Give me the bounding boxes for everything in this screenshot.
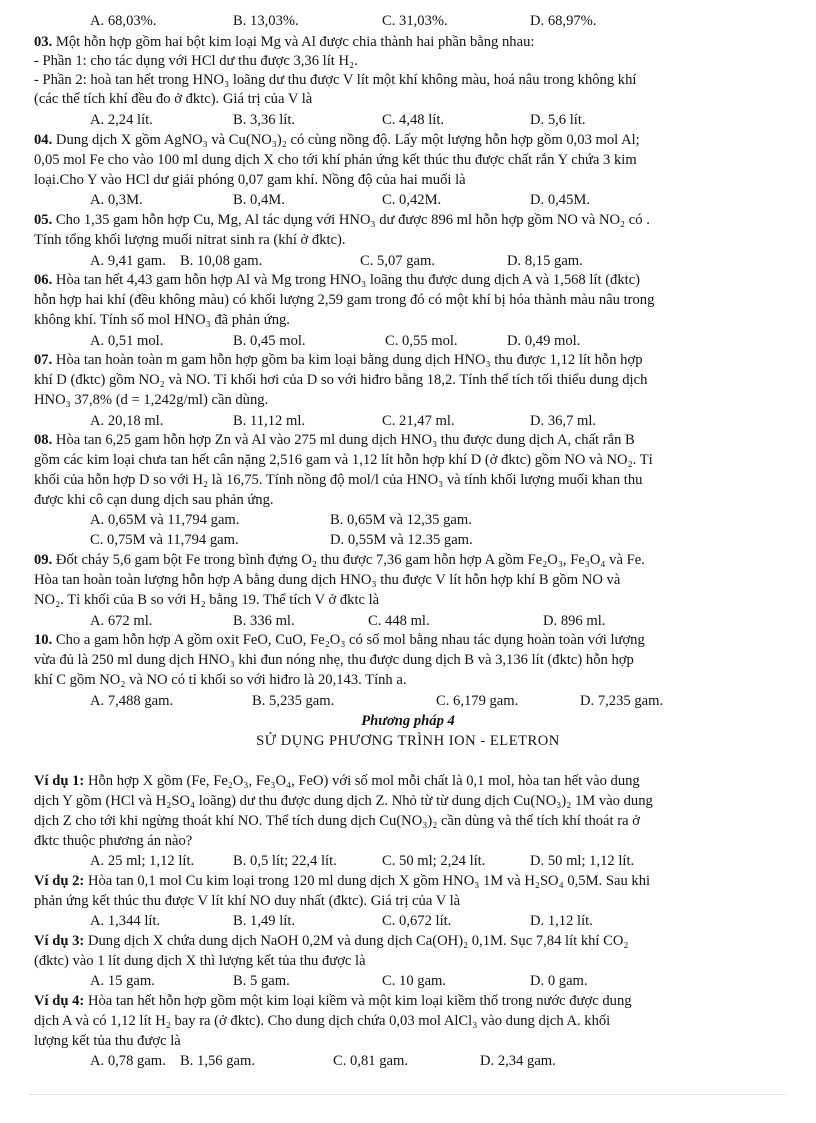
option-a: A. 2,24 lít.: [90, 112, 153, 128]
example-1-line: dịch Z cho tới khi ngừng thoát khí NO. Thể tích dung dịch Cu(NO₃)₂ cần dùng và thể tích khí thoát ra ở: [34, 813, 640, 829]
example-4-line: Ví dụ 4: Hòa tan hết hỗn hợp gồm một kim loại kiềm và một kim loại kiềm thổ trong nước được dung: [34, 993, 632, 1009]
option-a: A. 672 ml.: [90, 613, 153, 629]
question-06-line: không khí. Tính số mol HNO₃ đã phản ứng.: [34, 312, 290, 328]
option-c: C. 448 ml.: [368, 613, 430, 629]
question-07-line: khí D (đktc) gồm NO₂ và NO. Tỉ khối hơi của D so với hiđro bằng 18,2. Tính thể tích tối thiểu dung dịch: [34, 372, 648, 388]
option-d: D. 0,45M.: [530, 192, 590, 208]
option-c: C. 0,75M và 11,794 gam.: [90, 532, 239, 548]
option-d: D. 0 gam.: [530, 973, 588, 989]
option-c: C. 0,42M.: [382, 192, 442, 208]
example-3-options: [0, 972, 816, 991]
example-4-line: dịch A và có 1,12 lít H₂ bay ra (ở đktc). Cho dung dịch chứa 0,03 mol AlCl₃ vào dung dịch A. khối: [34, 1013, 611, 1029]
example-3-line: (đktc) vào 1 lít dung dịch X thì lượng kết tủa thu được là: [34, 953, 366, 969]
question-06-line: hỗn hợp hai khí (đều không màu) có khối lượng 2,59 gam trong đó có một khí bị hóa thành màu nâu trong: [34, 292, 655, 308]
option-a: A. 0,65M và 11,794 gam.: [90, 512, 240, 528]
option-c: C. 21,47 ml.: [382, 413, 455, 429]
option-a: A. 20,18 ml.: [90, 413, 164, 429]
question-03-line: (các thể tích khí đều đo ở đktc). Giá trị của V là: [34, 91, 313, 107]
option-b: B. 1,49 lít.: [233, 913, 296, 929]
example-1-line: đktc thuộc phương án nào?: [34, 833, 193, 849]
example-1-line: dịch Y gồm (HCl và H₂SO₄ loãng) dư thu được dung dịch Z. Nhỏ từ từ dung dịch Cu(NO₃)₂ 1M vào dung: [34, 793, 653, 809]
question-07-options: [0, 412, 816, 431]
question-05-options: [0, 252, 816, 271]
question-08-line: 08. Hòa tan 6,25 gam hỗn hợp Zn và Al vào 275 ml dung dịch HNO₃ thu được dung dịch A, chất rắn B: [34, 432, 635, 448]
option-b: B. 11,12 ml.: [233, 413, 306, 429]
option-d: D. 0,49 mol.: [507, 333, 581, 349]
option-a: A. 0,78 gam.: [90, 1053, 166, 1069]
question-10-line: vừa đủ là 250 ml dung dịch HNO₃ khi đun nóng nhẹ, thu được dung dịch B và 3,136 lít (đktc) hỗn hợp: [34, 652, 634, 668]
question-09-line: NO₂. Tỉ khối của B so với H₂ bằng 19. Thể tích V ở đktc là: [34, 592, 380, 608]
question-06-options: [0, 332, 816, 351]
option-d: D. 50 ml; 1,12 lít.: [530, 853, 635, 869]
section-title: Phương pháp 4: [361, 713, 455, 729]
option-c: C. 0,672 lít.: [382, 913, 452, 929]
example-4-line: lượng kết tủa thu được là: [34, 1033, 181, 1049]
option-a: A. 15 gam.: [90, 973, 155, 989]
option-c: C. 0,81 gam.: [333, 1053, 408, 1069]
option-a: A. 25 ml; 1,12 lít.: [90, 853, 195, 869]
option-c: C. 50 ml; 2,24 lít.: [382, 853, 486, 869]
question-09-line: Hòa tan hoàn toàn lượng hỗn hợp A bằng dung dịch HNO₃ thu được V lít hỗn hợp khí B gồm NO và: [34, 572, 621, 588]
example-3-line: Ví dụ 3: Dung dịch X chứa dung dịch NaOH 0,2M và dung dịch Ca(OH)₂ 0,1M. Sục 7,84 lít khí CO₂: [34, 933, 629, 949]
question-07-line: HNO₃ 37,8% (d = 1,242g/ml) cần dùng.: [34, 392, 269, 408]
question-04-line: 0,05 mol Fe cho vào 100 ml dung dịch X cho tới khí phản ứng kết thúc thu được chất rắn Y chứa 3 kim: [34, 152, 637, 168]
option-d: D. 1,12 lít.: [530, 913, 593, 929]
question-04-options: [0, 191, 816, 210]
option-a: A. 0,3M.: [90, 192, 143, 208]
example-2-line: phản ứng kết thúc thu được V lít khí NO duy nhất (đktc). Giá trị của V là: [34, 893, 461, 909]
option-d: D. 7,235 gam.: [580, 693, 664, 709]
question-05-line: 05. Cho 1,35 gam hỗn hợp Cu, Mg, Al tác dụng với HNO₃ dư được 896 ml hỗn hợp gồm NO và NO₂ có .: [34, 212, 650, 228]
question-10-line: 10. Cho a gam hỗn hợp A gồm oxit FeO, CuO, Fe₂O₃ có số mol bằng nhau tác dụng hoàn toàn với lượng: [34, 632, 645, 648]
option-b: B. 0,45 mol.: [233, 333, 306, 349]
option-b: B. 5 gam.: [233, 973, 290, 989]
question-03-line: 03. Một hỗn hợp gồm hai bột kim loại Mg và Al được chia thành hai phần bằng nhau:: [34, 34, 535, 50]
question-02-options: [0, 12, 816, 31]
example-4-options: [0, 1052, 816, 1071]
question-05-line: Tính tổng khối lượng muối nitrat sinh ra (khí ở đktc).: [34, 232, 346, 248]
option-a: A. 9,41 gam.: [90, 253, 166, 269]
question-08-options: [0, 511, 816, 530]
question-04-line: loại.Cho Y vào HCl dư giải phóng 0,07 gam khí. Nồng độ của hai muối là: [34, 172, 466, 188]
option-d: D. 8,15 gam.: [507, 253, 583, 269]
question-06-line: 06. Hòa tan hết 4,43 gam hỗn hợp Al và Mg trong HNO₃ loãng thu được dung dịch A và 1,568 lít (đktc): [34, 272, 641, 288]
example-1-options: [0, 852, 816, 871]
option-d: D. 2,34 gam.: [480, 1053, 556, 1069]
question-10-line: khí C gồm NO₂ và NO có tỉ khối so với hiđro là 20,143. Tính a.: [34, 672, 407, 688]
question-08-line: gồm các kim loại chưa tan hết cân nặng 2,516 gam và 1,12 lít hỗn hợp khí D (ở đktc) gồm NO và NO₂. Tỉ: [34, 452, 653, 468]
option-d: D. 5,6 lít.: [530, 112, 586, 128]
option-c: C. 31,03%.: [382, 13, 448, 29]
option-a: A. 7,488 gam.: [90, 693, 174, 709]
question-10-options: [0, 692, 816, 711]
question-09-line: 09. Đốt cháy 5,6 gam bột Fe trong bình đựng O₂ thu được 7,36 gam hỗn hợp A gồm Fe₂O₃, Fe₃O₄ và Fe.: [34, 552, 645, 568]
example-1-line: Ví dụ 1: Hỗn hợp X gồm (Fe, Fe₂O₃, Fe₃O₄, FeO) với số mol mỗi chất là 0,1 mol, hòa tan hết vào dung: [34, 773, 640, 789]
question-03-line: - Phần 2: hoà tan hết trong HNO₃ loãng dư thu được V lít một khí không màu, hoá nâu trong không khí: [34, 72, 637, 88]
option-c: C. 4,48 lít.: [382, 112, 445, 128]
question-08-line: khối của hỗn hợp D so với H₂ là 16,75. Tính nồng độ mol/l của HNO₃ và tính khối lượng muối khan thu: [34, 472, 643, 488]
question-08-line: được khi cô cạn dung dịch sau phản ứng.: [34, 492, 274, 508]
option-c: C. 10 gam.: [382, 973, 447, 989]
question-03-line: - Phần 1: cho tác dụng với HCl dư thu được 3,36 lít H₂.: [34, 53, 358, 69]
question-04-line: 04. Dung dịch X gồm AgNO₃ và Cu(NO₃)₂ có cùng nồng độ. Lấy một lượng hỗn hợp gồm 0,03 mol Al;: [34, 132, 640, 148]
option-d: D. 0,55M và 12.35 gam.: [330, 532, 473, 548]
option-a: A. 1,344 lít.: [90, 913, 161, 929]
option-b: B. 1,56 gam.: [180, 1053, 255, 1069]
option-b: B. 10,08 gam.: [180, 253, 263, 269]
option-b: B. 3,36 lít.: [233, 112, 296, 128]
option-a: A. 0,51 mol.: [90, 333, 164, 349]
question-03-options: [0, 111, 816, 130]
option-c: C. 6,179 gam.: [436, 693, 519, 709]
option-b: B. 5,235 gam.: [252, 693, 335, 709]
question-09-options: [0, 612, 816, 631]
option-b: B. 0,4M.: [233, 192, 285, 208]
option-b: B. 13,03%.: [233, 13, 299, 29]
question-07-line: 07. Hòa tan hoàn toàn m gam hỗn hợp gồm ba kim loại bằng dung dịch HNO₃ thu được 1,12 lít hỗn hợp: [34, 352, 643, 368]
page-bottom-rule: [30, 1094, 786, 1095]
option-d: D. 896 ml.: [543, 613, 606, 629]
option-b: B. 336 ml.: [233, 613, 295, 629]
option-d: D. 36,7 ml.: [530, 413, 597, 429]
option-d: D. 68,97%.: [530, 13, 597, 29]
question-08-options: [0, 531, 816, 550]
option-c: C. 0,55 mol.: [385, 333, 458, 349]
option-a: A. 68,03%.: [90, 13, 157, 29]
example-2-options: [0, 912, 816, 931]
section-subtitle: SỬ DỤNG PHƯƠNG TRÌNH ION - ELETRON: [256, 733, 560, 749]
option-c: C. 5,07 gam.: [360, 253, 435, 269]
option-b: B. 0,5 lít; 22,4 lít.: [233, 853, 337, 869]
option-b: B. 0,65M và 12,35 gam.: [330, 512, 472, 528]
example-2-line: Ví dụ 2: Hòa tan 0,1 mol Cu kim loại trong 120 ml dung dịch X gồm HNO₃ 1M và H₂SO₄ 0,5M. Sau khi: [34, 873, 651, 889]
